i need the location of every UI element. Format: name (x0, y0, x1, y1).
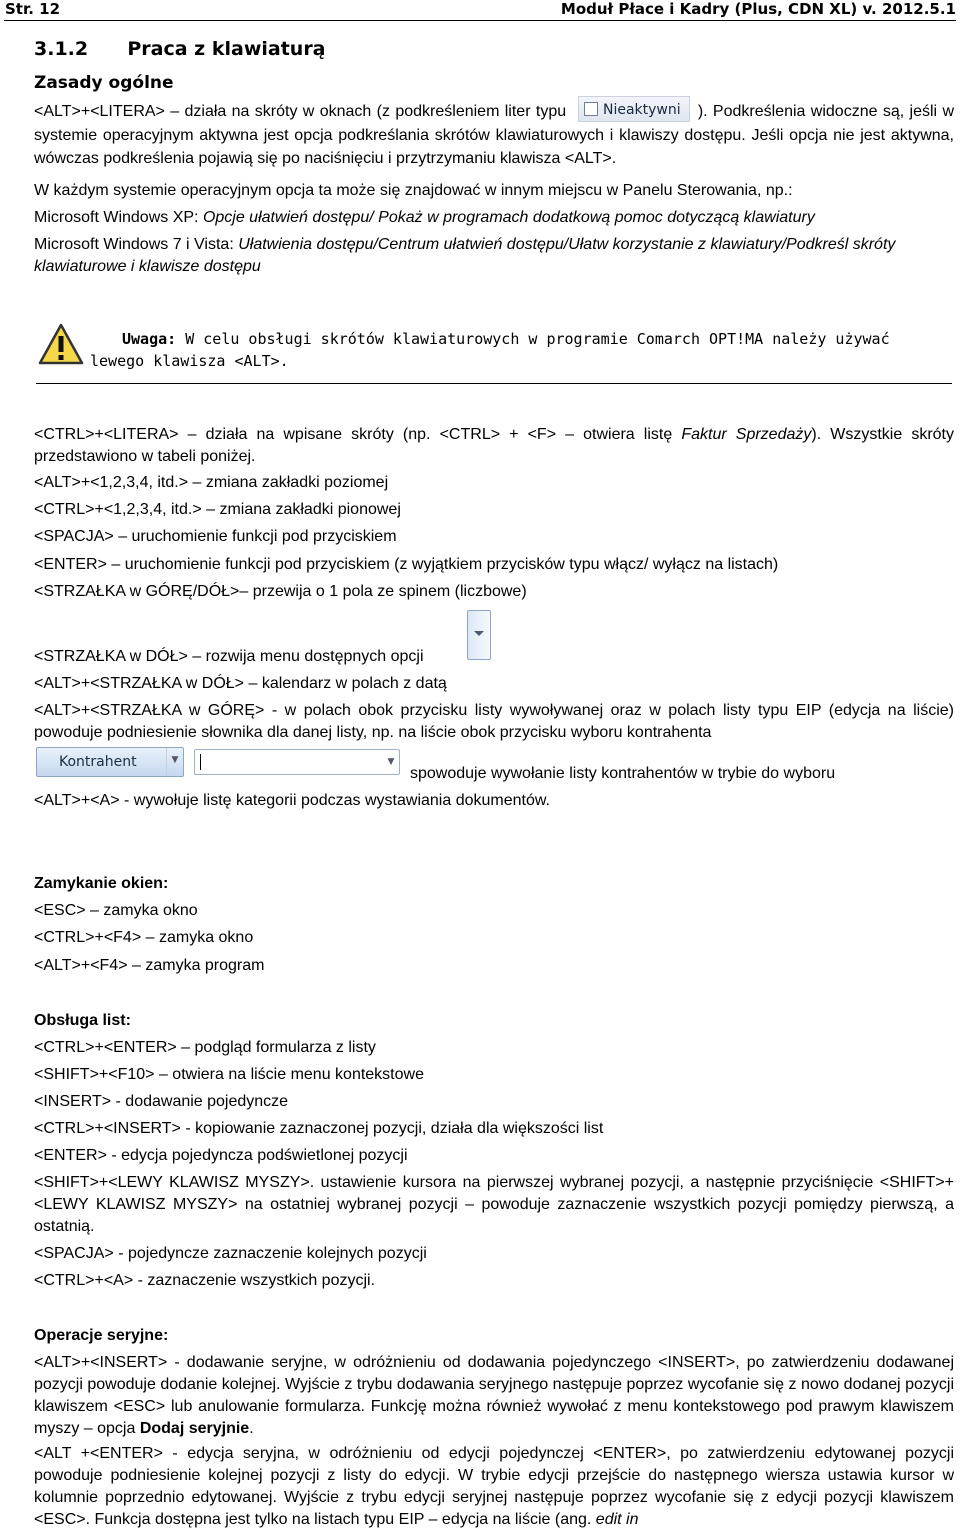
listy-item: <CTRL>+<A> - zaznaczenie wszystkich pozycji. (34, 1272, 376, 1289)
warning-rule (36, 383, 952, 384)
ctrl-paragraph: <CTRL>+<LITERA> – działa na wpisane skróty (np. <CTRL> + <F> – otwiera listę Faktur Sprzedaży). Wszystkie skróty przedstawiono w tabeli poniżej. (34, 426, 954, 465)
warning-box (34, 322, 954, 382)
zamykanie-item: <ALT>+<F4> – zamyka program (34, 957, 265, 974)
header-rule (4, 20, 956, 21)
warning-text: Uwaga: W celu obsługi skrótów klawiaturowych w programie Comarch OPT!MA należy używać lewego klawisza <ALT>. (90, 330, 890, 370)
kontrahent-description: spowoduje wywołanie listy kontrahentów w trybie do wyboru (410, 765, 836, 782)
nieaktywni-checkbox-image (578, 96, 690, 122)
chevron-down-icon: ▼ (387, 757, 395, 767)
subheading-seryjne: Operacje seryjne: (34, 1327, 169, 1344)
warning-label: Uwaga: (122, 330, 177, 348)
listy-item: <SHIFT>+<F10> – otwiera na liście menu kontekstowe (34, 1066, 424, 1083)
shortcut-item: <SPACJA> – uruchomienie funkcji pod przyciskiem (34, 528, 397, 545)
listy-item: <SPACJA> - pojedyncze zaznaczenie kolejnych pozycji (34, 1245, 427, 1262)
warning-icon (38, 322, 84, 366)
section-number: 3.1.2 (34, 38, 89, 60)
page-number: Str. 12 (5, 0, 61, 18)
kontrahent-button-image (36, 747, 184, 777)
zamykanie-item: <ESC> – zamyka okno (34, 902, 198, 919)
chevron-down-icon (474, 631, 484, 636)
kontrahent-example (34, 746, 954, 780)
checkbox-label: Nieaktywni (602, 101, 681, 118)
header-title: Moduł Płace i Kadry (Plus, CDN XL) v. 2012.5.1 (560, 0, 956, 18)
kontrahent-label: Kontrahent (59, 754, 137, 770)
shortcut-item: <STRZAŁKA w GÓRĘ/DÓŁ>– przewija o 1 pola ze spinem (liczbowe) (34, 583, 527, 600)
zasady-paragraph-xp: Microsoft Windows XP: Opcje ułatwień dostępu/ Pokaż w programach dodatkową pomoc dotyczącą klawiatury (34, 209, 815, 226)
listy-item: <CTRL>+<INSERT> - kopiowanie zaznaczonej pozycji, działa dla większości list (34, 1120, 604, 1137)
text-cursor-icon (200, 754, 201, 770)
listy-item: <SHIFT>+<LEWY KLAWISZ MYSZY>. ustawienie kursora na pierwszej wybranej pozycji, a następnie przyciśnięcie <SHIFT>+<LEWY KLAWISZ MYSZY> na ostatniej wybranej pozycji – powoduje zaznaczenie wszystkich pozycji pomiędzy pierwszą, a ostatnią. (34, 1174, 954, 1235)
subheading-listy: Obsługa list: (34, 1012, 131, 1029)
section-title (34, 38, 954, 60)
zamykanie-item: <CTRL>+<F4> – zamyka okno (34, 929, 254, 946)
shortcut-arrow-down: <STRZAŁKA w DÓŁ> – rozwija menu dostępnych opcji (34, 648, 424, 665)
listy-item: <ENTER> - edycja pojedyncza podświetlonej pozycji (34, 1147, 408, 1164)
listy-item: <CTRL>+<ENTER> – podgląd formularza z listy (34, 1039, 376, 1056)
listy-item: <INSERT> - dodawanie pojedyncze (34, 1093, 289, 1110)
page-header (0, 0, 960, 22)
kontrahent-field-image (194, 749, 400, 775)
seryjne-paragraph-1: <ALT>+<INSERT> - dodawanie seryjne, w odróżnieniu od dodawania pojedynczego <INSERT>, po zatwierdzeniu dodawanej pozycji powoduje dodanie kolejnej. Wyjście z trybu dodawania seryjnego następuje poprzez wycofanie się z nowo dodanej pozycji klawiszem <ESC> lub anulowanie formularza. Funkcję można również wywołać z menu kontekstowego pod prawym klawiszem myszy – opcja Dodaj seryjnie. (34, 1354, 954, 1437)
shortcut-item: <ALT>+<1,2,3,4, itd.> – zmiana zakładki poziomej (34, 474, 389, 491)
shortcut-alt-arrow-up: <ALT>+<STRZAŁKA w GÓRĘ> - w polach obok przycisku listy wywoływanej oraz w polach listy typu EIP (edycja na liście) powoduje podniesienie słownika dla danej listy, np. na liście obok przycisku wyboru kontrahenta (34, 702, 954, 741)
shortcut-alt-a: <ALT>+<A> - wywołuje listę kategorii podczas wystawiania dokumentów. (34, 792, 550, 809)
checkbox-icon (584, 102, 598, 116)
chevron-down-icon: ▼ (166, 748, 183, 776)
section-title-text: Praca z klawiaturą (127, 38, 326, 60)
shortcut-item: <CTRL>+<1,2,3,4, itd.> – zmiana zakładki pionowej (34, 501, 401, 518)
shortcut-item: <ENTER> – uruchomienie funkcji pod przyciskiem (z wyjątkiem przycisków typu włącz/ wyłącz na listach) (34, 556, 779, 573)
zasady-paragraph-1: <ALT>+<LITERA> – działa na skróty w oknach (z podkreśleniem liter typu Nieaktywni ). Podkreślenia widoczne są, jeśli w systemie operacyjnym aktywna jest opcja podkreślania skrótów klawiaturowych i klawiszy dostępu. Jeśli opcja nie jest aktywna, wówczas podkreślenia pojawią się po naciśnięciu i przytrzymaniu klawisza <ALT>. (34, 100, 954, 171)
seryjne-paragraph-2: <ALT +<ENTER> - edycja seryjna, w odróżnieniu od edycji pojedynczej <ENTER>, po zatwierdzeniu edytowanej pozycji powoduje podniesienie kolejnej pozycji z listy do edycji. W trybie edycji przejście do następnego wiersza ustawia kursor w kolumnie poprzednio edytowanej. Wyjście z trybu edycji seryjnej następuje poprzez wycofanie się z edycji pozycji klawiszem <ESC>. Funkcja dostępna jest tylko na listach typu EIP – edycja na liście (ang. edit in (34, 1445, 954, 1528)
zasady-paragraph-2: W każdym systemie operacyjnym opcja ta może się znajdować w innym miejscu w Panelu Sterowania, np.: (34, 182, 793, 199)
subheading-zasady: Zasady ogólne (34, 73, 174, 93)
zasady-paragraph-win7: Microsoft Windows 7 i Vista: Ułatwienia dostępu/Centrum ułatwień dostępu/Ułatw korzystanie z klawiatury/Podkreśl skróty klawiaturowe i klawisze dostępu (34, 236, 896, 275)
subheading-zamykanie: Zamykanie okien: (34, 875, 169, 892)
shortcut-alt-arrow-down: <ALT>+<STRZAŁKA w DÓŁ> – kalendarz w polach z datą (34, 675, 447, 692)
